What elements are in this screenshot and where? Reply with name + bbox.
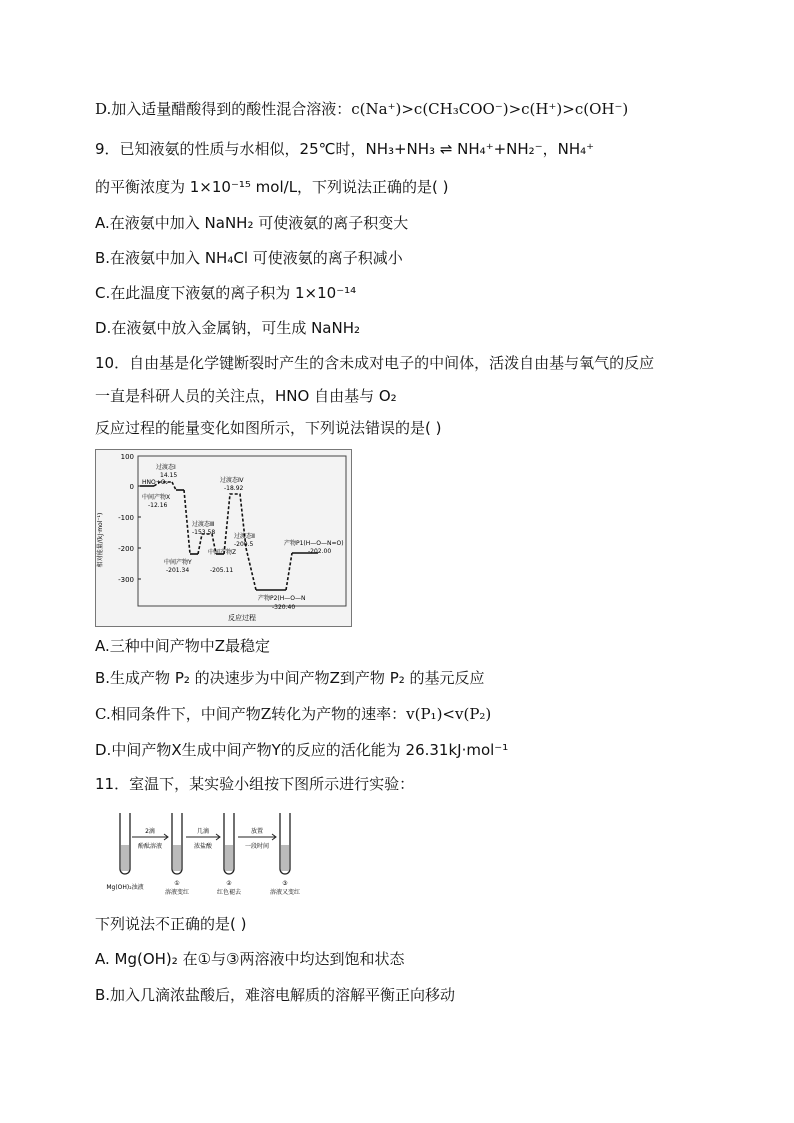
q9-option-b: B.在液氨中加入 NH₄Cl 可使液氨的离子积减小 — [95, 249, 403, 267]
q9-option-a: A.在液氨中加入 NaNH₂ 可使液氨的离子积变大 — [95, 214, 409, 232]
step3-note: 一段时间 — [244, 843, 270, 850]
label-z-val: -205.11 — [210, 567, 234, 574]
tube1-number: ① — [174, 880, 180, 887]
y-tick-neg200: -200 — [118, 545, 134, 553]
test-tube-figure — [100, 805, 335, 900]
label-y-val: -201.34 — [166, 567, 190, 574]
tube0-caption: Mg(OH)₂浊液 — [106, 884, 144, 891]
tube3-caption: 溶液又变红 — [269, 889, 301, 896]
y-tick-neg100: -100 — [118, 514, 134, 522]
step3-label: 放置 — [250, 828, 264, 835]
q9-stem-line1: 9．已知液氨的性质与水相似，25℃时，NH₃+NH₃ ⇌ NH₄⁺+NH₂⁻，NH₄⁺ — [95, 140, 595, 158]
step2-reagent: 浓盐酸 — [193, 843, 213, 850]
step2-label: 几滴 — [196, 828, 210, 835]
q10-stem-line3: 反应过程的能量变化如图所示，下列说法错误的是( ) — [95, 419, 442, 437]
q10-option-d: D.中间产物X生成中间产物Y的反应的活化能为 26.31kJ·mol⁻¹ — [95, 741, 509, 759]
q10-option-a: A.三种中间产物中Z最稳定 — [95, 637, 271, 655]
label-ts1: 过渡态Ⅰ — [156, 464, 176, 471]
tube1-caption: 溶液变红 — [164, 889, 190, 896]
x-axis-label: 反应过程 — [228, 614, 256, 622]
q11-option-a: A. Mg(OH)₂ 在①与③两溶液中均达到饱和状态 — [95, 950, 405, 968]
label-y: 中间产物Y — [164, 559, 192, 566]
q8-option-d: D.加入适量醋酸得到的酸性混合溶液：c(Na⁺)>c(CH₃COO⁻)>c(H⁺)>c(OH⁻) — [95, 100, 629, 118]
q10-option-b: B.生成产物 P₂ 的决速步为中间产物Z到产物 P₂ 的基元反应 — [95, 669, 485, 687]
energy-profile-figure — [95, 449, 352, 627]
label-p1-val: -202.00 — [308, 548, 332, 555]
y-axis-label: 相对能量/(kJ·mol⁻¹) — [97, 512, 104, 568]
step1-label: 2滴 — [145, 828, 155, 835]
label-ts2: 过渡态Ⅱ — [234, 533, 255, 540]
step1-reagent: 酚酞溶液 — [137, 843, 163, 850]
q10-stem-line1: 10．自由基是化学键断裂时产生的含未成对电子的中间体，活泼自由基与氧气的反应 — [95, 354, 655, 372]
q11-question: 下列说法不正确的是( ) — [95, 915, 247, 933]
q10-stem-line2: 一直是科研人员的关注点，HNO 自由基与 O₂ — [95, 387, 397, 405]
label-ts2-val: -200.5 — [234, 541, 254, 548]
y-tick-0: 0 — [129, 483, 134, 491]
label-p2: 产物P2(H—O—N — [258, 595, 306, 602]
label-p1: 产物P1(H—O—N=O) — [284, 540, 344, 547]
tube3-number: ③ — [282, 880, 288, 887]
label-ts4: 过渡态Ⅳ — [220, 477, 244, 484]
y-tick-neg300: -300 — [118, 576, 134, 584]
q9-option-d: D.在液氨中放入金属钠，可生成 NaNH₂ — [95, 319, 361, 337]
tube2-caption: 红色褪去 — [216, 889, 242, 896]
tube2-number: ② — [226, 880, 232, 887]
q9-option-c: C.在此温度下液氨的离子积为 1×10⁻¹⁴ — [95, 284, 357, 302]
label-x-val: -12.16 — [148, 502, 168, 509]
y-tick-100: 100 — [120, 453, 134, 461]
label-ts3-val: -153.58 — [192, 529, 216, 536]
label-ts3: 过渡态Ⅲ — [192, 521, 215, 528]
q10-option-c: C.相同条件下，中间产物Z转化为产物的速率：v(P₁)<v(P₂) — [95, 705, 492, 723]
label-reactant: HNO+O₂ — [142, 479, 168, 486]
label-z: 中间产物Z — [208, 549, 237, 556]
q11-option-b: B.加入几滴浓盐酸后，难溶电解质的溶解平衡正向移动 — [95, 986, 456, 1004]
q11-stem: 11．室温下，某实验小组按下图所示进行实验： — [95, 775, 415, 793]
label-p2-val: -320.40 — [272, 604, 296, 611]
q9-stem-line2: 的平衡浓度为 1×10⁻¹⁵ mol/L，下列说法正确的是( ) — [95, 178, 449, 196]
label-x: 中间产物X — [142, 494, 171, 501]
label-ts1-val: 14.15 — [160, 472, 178, 479]
label-ts4-val: -18.92 — [224, 485, 244, 492]
